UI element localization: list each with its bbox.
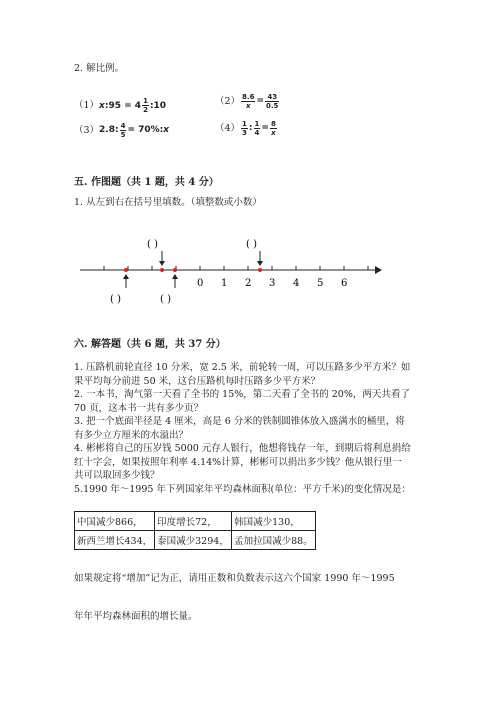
- table-cell: 韩国减少130，: [232, 512, 316, 531]
- section-6-line: 红十字会，如果按照年利率 4.14%计算，彬彬可以捐出多少钱？他从银行里一: [74, 456, 402, 468]
- table-row: [75, 531, 316, 550]
- section-6-line: 5.1990 年～1995 年下列国家年平均森林面积(单位：平方千米)的变化情况是：: [74, 483, 411, 495]
- problem-3-fraction: $\frac{4}{5}$: [120, 122, 126, 139]
- question-5-instruction-cont: 年年平均森林面积的增长量。: [74, 611, 198, 622]
- point-d: [258, 268, 262, 272]
- tick-label: 6: [341, 278, 348, 289]
- answer-bracket-d: ( ): [246, 239, 257, 250]
- tick-label: 4: [293, 278, 300, 289]
- problem-3-var: x: [163, 125, 170, 135]
- table-cell: 中国减少866，: [75, 512, 155, 531]
- question-5-instruction: 如果规定将“增加”记为正，请用正数和负数表示这六个国家 1990 年～1995: [74, 573, 395, 584]
- tick-label: 2: [245, 278, 252, 289]
- forest-change-table: [74, 511, 316, 550]
- problem-1-left: :95 = 4: [104, 101, 142, 111]
- table-cell: 泰国减少3294，: [155, 531, 232, 550]
- table-cell: 新西兰增长434，: [75, 531, 155, 550]
- problem-1-var: x: [99, 101, 105, 111]
- number-line-arrow: [375, 266, 382, 274]
- problem-4-colon: :: [248, 123, 253, 133]
- section-6-body: [74, 361, 411, 496]
- point-b: [160, 268, 164, 272]
- number-line: [70, 230, 390, 310]
- problem-1-fraction: $\frac{1}{2}$: [143, 97, 148, 114]
- table-cell: 孟加拉国减少88。: [232, 531, 316, 550]
- answer-bracket-a: ( ): [110, 294, 121, 305]
- problem-3-right: = 70%:: [127, 125, 164, 135]
- section-6-line: 3. 把一个底面半径是 4 厘米，高是 6 分米的铁制圆锥体放入盛满水的桶里，将: [74, 416, 405, 427]
- problem-3: [74, 122, 169, 139]
- section-6-line: 果平均每分前进 50 米，这台压路机每时压路多少平方米？: [74, 375, 321, 387]
- problem-2-fraction-left: $\frac{8.6}{x}$: [242, 93, 255, 110]
- table-row: [75, 512, 316, 531]
- problem-4: [215, 120, 278, 137]
- tick-label: 3: [269, 278, 276, 289]
- problem-3-number: （3）: [74, 125, 100, 136]
- section-5-question-1: 1. 从左到右在括号里填数。（填整数或小数）: [74, 197, 262, 208]
- problem-1-number: （1）: [74, 100, 100, 111]
- section-6-line: 共可以取回多少钱？: [74, 470, 160, 481]
- section-6-line: 70 页，这本书一共有多少页？: [74, 402, 204, 414]
- problem-4-equals: =: [261, 123, 269, 133]
- table-cell: 印度增长72，: [155, 512, 232, 531]
- problem-2-equals: =: [256, 96, 264, 106]
- tick-label: 1: [221, 278, 228, 289]
- problem-2: [215, 93, 280, 110]
- section-6-line: 有多少立方厘米的水溢出？: [74, 429, 189, 441]
- answer-bracket-b: ( ): [147, 239, 158, 250]
- problem-4-fraction-a: $\frac{1}{3}$: [242, 120, 247, 137]
- problem-4-number: （4）: [215, 123, 241, 134]
- problem-1-right: :10: [149, 101, 167, 111]
- point-a: [124, 268, 128, 272]
- problem-2-number: （2）: [215, 96, 241, 107]
- tick-label: 5: [317, 278, 324, 289]
- section-6-line: 4. 彬彬将自己的压岁钱 5000 元存人银行，他想将钱存一年，到期后将利息捐给: [74, 443, 411, 454]
- tick-label: 0: [197, 278, 204, 289]
- section-6-title: 六. 解答题（共 6 题，共 37 分）: [74, 339, 226, 350]
- problem-3-left: 2.8:: [99, 125, 119, 135]
- point-c: [173, 268, 177, 272]
- problem-1: [74, 97, 166, 114]
- problem-4-fraction-b: $\frac{1}{4}$: [254, 120, 260, 137]
- section-6-line: 2. 一本书，淘气第一天看了全书的 15%，第二天看了全书的 20%，两天共看了: [74, 389, 410, 400]
- section-6-line: 1. 压路机前轮直径 10 分米，宽 2.5 米，前轮转一周，可以压路多少平方米？如: [74, 362, 411, 373]
- section-5-title: 五. 作图题（共 1 题，共 4 分）: [74, 177, 219, 188]
- problem-2-fraction-right: $\frac{43}{0.5}$: [266, 93, 279, 110]
- answer-bracket-c: ( ): [160, 294, 171, 305]
- question-2-title: 2. 解比例。: [74, 63, 125, 74]
- problem-4-fraction-c: $\frac{8}{x}$: [270, 120, 276, 137]
